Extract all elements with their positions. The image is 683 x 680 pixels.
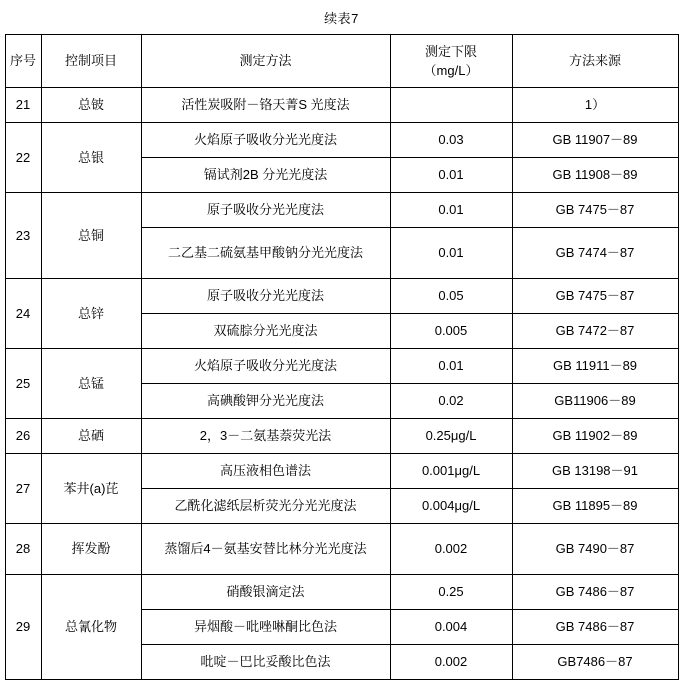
cell-control-item: 总硒: [41, 419, 141, 454]
cell-method: 硝酸银滴定法: [141, 575, 390, 610]
cell-serial-number: 24: [5, 279, 41, 349]
table-row: [5, 88, 678, 123]
cell-detection-limit: 0.01: [390, 228, 512, 279]
cell-method: 火焰原子吸收分光光度法: [141, 349, 390, 384]
header-limit-line1: 测定下限: [424, 43, 477, 59]
cell-method: 高压液相色谱法: [141, 454, 390, 489]
header-limit-line2: （mg/L）: [423, 63, 479, 78]
cell-detection-limit: 0.002: [390, 524, 512, 575]
table-row: [5, 193, 678, 228]
cell-method: 乙酰化滤纸层析荧光分光光度法: [141, 489, 390, 524]
cell-control-item: 总氰化物: [41, 575, 141, 680]
cell-method: 2，3－二氨基萘荧光法: [141, 419, 390, 454]
water-quality-methods-table: [5, 34, 679, 680]
cell-detection-limit: [390, 88, 512, 123]
cell-serial-number: 28: [5, 524, 41, 575]
table-body: [5, 88, 678, 680]
cell-method-source: GB11906－89: [512, 384, 678, 419]
header-source: 方法来源: [512, 35, 678, 88]
cell-detection-limit: 0.05: [390, 279, 512, 314]
cell-serial-number: 27: [5, 454, 41, 524]
header-limit: [390, 35, 512, 88]
cell-control-item: 苯井(a)芘: [41, 454, 141, 524]
table-row: [5, 279, 678, 314]
cell-control-item: 总锰: [41, 349, 141, 419]
cell-control-item: 挥发酚: [41, 524, 141, 575]
cell-method: 吡啶－巴比妥酸比色法: [141, 645, 390, 680]
cell-method-source: GB 7475－87: [512, 279, 678, 314]
document-page: [0, 8, 683, 670]
cell-method-source: 1）: [512, 88, 678, 123]
cell-method: 原子吸收分光光度法: [141, 193, 390, 228]
cell-detection-limit: 0.03: [390, 123, 512, 158]
cell-detection-limit: 0.002: [390, 645, 512, 680]
cell-method: 火焰原子吸收分光光度法: [141, 123, 390, 158]
cell-method-source: GB 7486－87: [512, 575, 678, 610]
cell-detection-limit: 0.01: [390, 349, 512, 384]
cell-detection-limit: 0.02: [390, 384, 512, 419]
cell-detection-limit: 0.004: [390, 610, 512, 645]
table-row: [5, 349, 678, 384]
cell-serial-number: 25: [5, 349, 41, 419]
cell-method: 高碘酸钾分光光度法: [141, 384, 390, 419]
table-row: [5, 575, 678, 610]
cell-control-item: 总铍: [41, 88, 141, 123]
cell-method: 原子吸收分光光度法: [141, 279, 390, 314]
table-row: [5, 454, 678, 489]
cell-detection-limit: 0.001μg/L: [390, 454, 512, 489]
cell-method-source: GB 7475－87: [512, 193, 678, 228]
cell-method-source: GB 11907－89: [512, 123, 678, 158]
cell-detection-limit: 0.005: [390, 314, 512, 349]
cell-method-source: GB 7486－87: [512, 610, 678, 645]
table-row: [5, 419, 678, 454]
cell-control-item: 总银: [41, 123, 141, 193]
cell-method-source: GB 7490－87: [512, 524, 678, 575]
cell-detection-limit: 0.25: [390, 575, 512, 610]
cell-method-source: GB 11911－89: [512, 349, 678, 384]
cell-method: 活性炭吸附－铬天菁S 光度法: [141, 88, 390, 123]
cell-method: 双硫腙分光光度法: [141, 314, 390, 349]
header-item: 控制项目: [41, 35, 141, 88]
cell-method: 二乙基二硫氨基甲酸钠分光光度法: [141, 228, 390, 279]
table-row: [5, 123, 678, 158]
cell-detection-limit: 0.01: [390, 158, 512, 193]
cell-detection-limit: 0.01: [390, 193, 512, 228]
cell-control-item: 总铜: [41, 193, 141, 279]
cell-method: 蒸馏后4－氨基安替比林分光光度法: [141, 524, 390, 575]
cell-serial-number: 21: [5, 88, 41, 123]
table-header: [5, 35, 678, 88]
cell-serial-number: 22: [5, 123, 41, 193]
cell-method-source: GB 7474－87: [512, 228, 678, 279]
cell-serial-number: 26: [5, 419, 41, 454]
table-row: [5, 524, 678, 575]
header-no: 序号: [5, 35, 41, 88]
cell-method-source: GB 11895－89: [512, 489, 678, 524]
cell-serial-number: 23: [5, 193, 41, 279]
cell-detection-limit: 0.004μg/L: [390, 489, 512, 524]
cell-method-source: GB 7472－87: [512, 314, 678, 349]
cell-method: 异烟酸－吡唑啉酮比色法: [141, 610, 390, 645]
cell-method-source: GB7486－87: [512, 645, 678, 680]
cell-method-source: GB 11902－89: [512, 419, 678, 454]
table-header-row: [5, 35, 678, 88]
page-title: 续表7: [324, 11, 359, 26]
header-method: 测定方法: [141, 35, 390, 88]
cell-method-source: GB 11908－89: [512, 158, 678, 193]
cell-method: 镉试剂2B 分光光度法: [141, 158, 390, 193]
cell-control-item: 总锌: [41, 279, 141, 349]
cell-method-source: GB 13198－91: [512, 454, 678, 489]
cell-serial-number: 29: [5, 575, 41, 680]
cell-detection-limit: 0.25μg/L: [390, 419, 512, 454]
